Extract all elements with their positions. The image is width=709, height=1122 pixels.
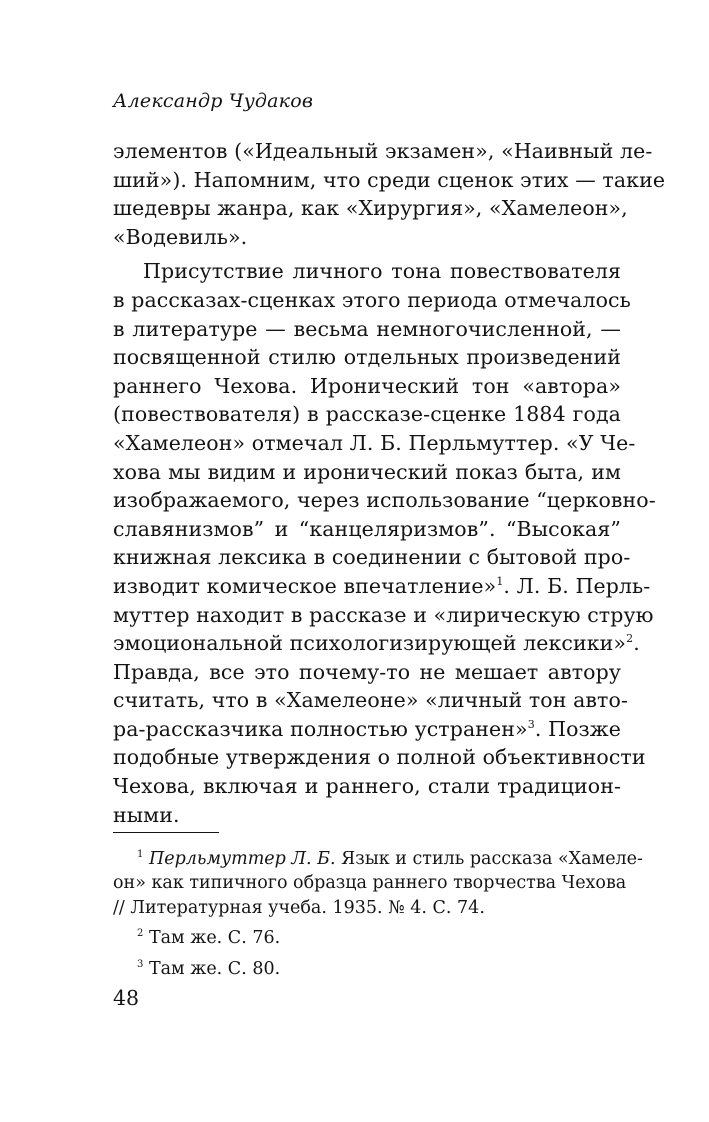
text-span: . Позже [534,716,621,741]
footnote-author: Перльмуттер Л. Б. [148,849,336,869]
text-span: . [633,631,640,656]
text-line: ными. [113,802,180,827]
footnote-line: // Литературная учеба. 1935. № 4. С. 74. [113,897,485,918]
footnote-line [113,926,621,950]
text-line: Присутствие личного тона повествователя [143,259,621,284]
text-line: «Водевиль». [113,224,248,249]
text-line: шедевры жанра, как «Хирургия», «Хамелеон», [113,196,628,221]
text-line: считать, что в «Хамелеоне» «личный тон авто- [113,688,628,713]
text-line: Правда, все это почему-то не мешает автору [113,659,621,684]
text-line: посвященной стилю отдельных произведений [113,345,621,370]
text-line: раннего Чехова. Иронический тон «автора» [113,373,621,398]
footnote-line: он» как типичного образца раннего творчества Чехова [113,873,627,894]
text-line [113,715,621,744]
footnote-1 [113,847,643,920]
paragraph-1 [113,137,666,251]
text-line: в рассказах-сценках этого периода отмечалось [113,287,631,312]
text-line: Чехова, включая и раннего, стали традицион- [113,774,621,799]
footnote-line [113,957,621,981]
footnote-ref[interactable]: 1 [496,575,504,589]
text-span: . Л. Б. Перль- [503,573,651,598]
footnote-number: 3 [137,958,144,970]
body-text [113,137,666,829]
footnote-ref[interactable]: 2 [626,632,634,646]
text-line: (повествователя) в рассказе-сценке 1884 года [113,402,621,427]
text-line: книжная лексика в соединении с бытовой про- [113,545,631,570]
text-line: подобные утверждения о полной объективности [113,745,646,770]
text-line [113,629,640,658]
footnote-divider [113,832,219,833]
text-span: изводит комическое впечатление» [113,573,497,598]
footnote-ref[interactable]: 3 [527,718,535,732]
text-line: «Хамелеон» отмечал Л. Б. Перльмуттер. «У Че- [113,430,636,455]
text-line: в литературе — весьма немногочисленной, — [113,316,621,341]
footnote-2 [113,926,621,950]
footnote-line [113,847,643,871]
text-span: эмоциональной психологизирующей лексики» [113,631,627,656]
footnotes [113,847,643,981]
text-line: изображаемого, через использование “церковно- [113,488,656,513]
footnote-3 [113,957,621,981]
page-number: 48 [113,986,140,1010]
text-line: муттер находит в рассказе и «лирическую струю [113,602,654,627]
footnote-text: Там же. С. 76. [143,928,281,949]
text-line: элементов («Идеальный экзамен», «Наивный ле- [113,139,653,163]
paragraph-2 [113,257,656,829]
text-line: славянизмов” и “канцеляризмов”. “Высокая” [113,516,621,541]
footnote-number: 1 [137,849,144,861]
text-line: хова мы видим и иронический показ быта, им [113,459,621,484]
footnote-text: Язык и стиль рассказа «Хамеле- [335,849,643,869]
text-line: ший»). Напомним, что среди сценок этих — такие [113,167,666,192]
text-span: ра-рассказчика полностью устранен» [113,716,528,741]
text-line [113,572,651,601]
running-head: Александр Чудаков [113,90,314,112]
footnote-text: Там же. С. 80. [143,958,281,979]
footnote-number: 2 [137,928,144,940]
